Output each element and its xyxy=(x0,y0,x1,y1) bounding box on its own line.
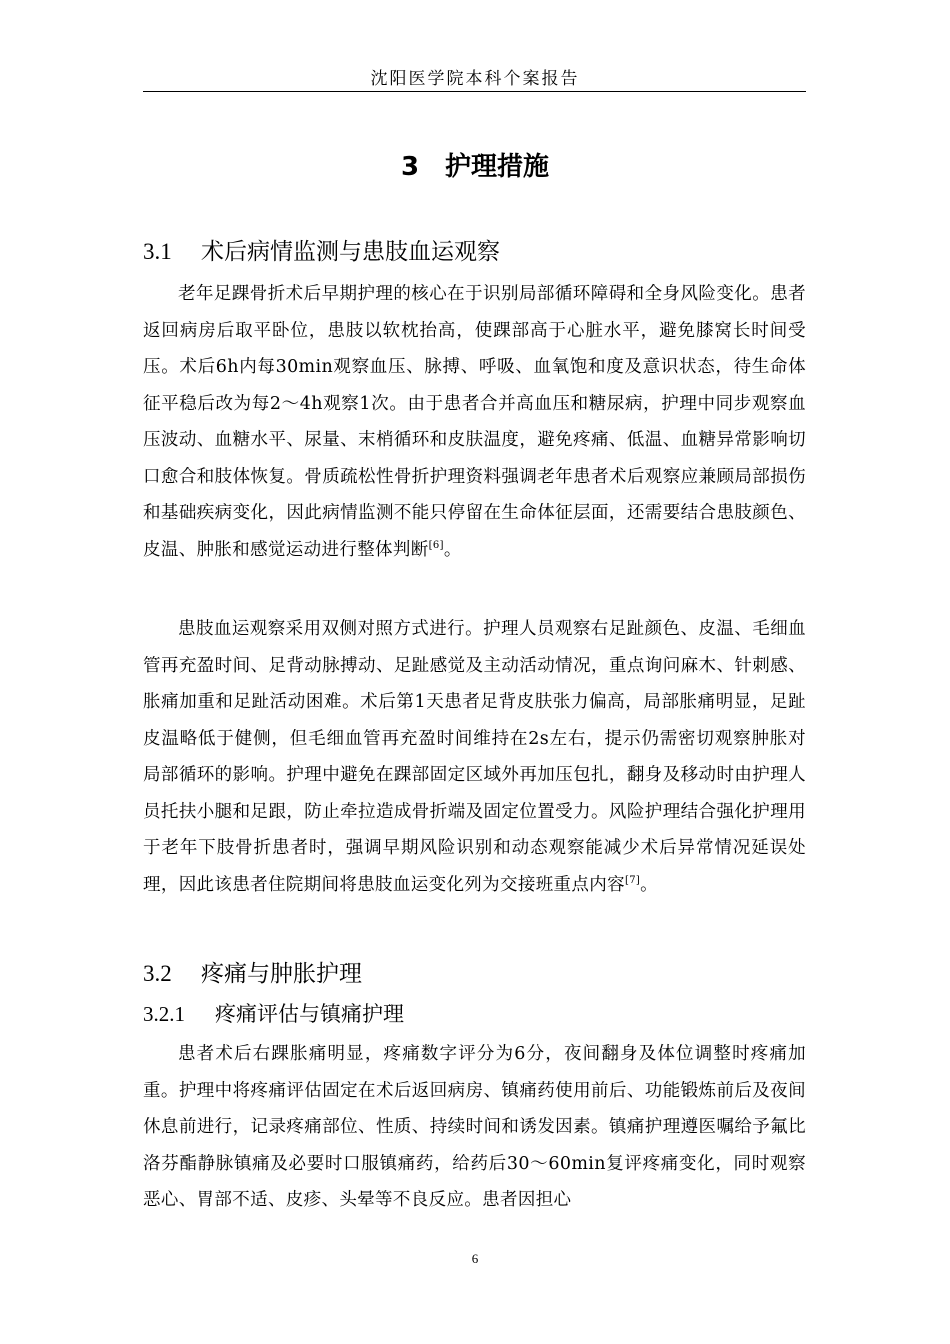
section-title: 术后病情监测与患肢血运观察 xyxy=(201,239,500,265)
paragraph-text: 患肢血运观察采用双侧对照方式进行。护理人员观察右足趾颜色、皮温、毛细血管再充盈时间、足背动脉搏动、足趾感觉及主动活动情况，重点询问麻木、针刺感、胀痛加重和足趾活动困难。术后第1天患者足背皮肤张力偏高，局部胀痛明显，足趾皮温略低于健侧，但毛细血管再充盈时间维持在2s左右，提示仍需密切观察肿胀对局部循环的影响。护理中避免在踝部固定区域外再加压包扎，翻身及移动时由护理人员托扶小腿和足跟，防止牵拉造成骨折端及固定位置受力。风险护理结合强化护理用于老年下肢骨折患者时，强调早期风险识别和动态观察能减少术后异常情况延误处理，因此该患者住院期间将患肢血运变化列为交接班重点内容 xyxy=(143,619,806,895)
paragraph-3-1-monitoring xyxy=(143,276,806,568)
subsection-number: 3.2.1 xyxy=(143,1002,185,1026)
subsection-heading-3-2-1 xyxy=(143,998,404,1028)
paragraph-3-2-1-pain xyxy=(143,1036,806,1219)
paragraph-end: 。 xyxy=(640,874,659,895)
page-number: 6 xyxy=(471,1251,479,1266)
citation: [6] xyxy=(428,539,444,551)
paragraph-text: 患者术后右踝胀痛明显，疼痛数字评分为6分，夜间翻身及体位调整时疼痛加重。护理中将疼痛评估固定在术后返回病房、镇痛药使用前后、功能锻炼前后及夜间休息前进行，记录疼痛部位、性质、持续时间和诱发因素。镇痛护理遵医嘱给予氟比洛芬酯静脉镇痛及必要时口服镇痛药，给药后30～60min复评疼痛变化，同时观察恶心、胃部不适、皮疹、头晕等不良反应。患者因担心 xyxy=(143,1044,806,1210)
header-rule xyxy=(143,91,806,92)
section-number: 3.1 xyxy=(143,239,172,264)
citation: [7] xyxy=(624,874,641,886)
section-heading-3-1 xyxy=(143,233,500,266)
chapter-title-text: 护理措施 xyxy=(445,152,550,182)
subsection-title: 疼痛评估与镇痛护理 xyxy=(215,1002,404,1026)
chapter-number: 3 xyxy=(400,152,420,182)
paragraph-end: 。 xyxy=(443,539,462,560)
chapter-title xyxy=(0,146,950,183)
paragraph-3-1-circulation xyxy=(143,611,806,903)
section-heading-3-2 xyxy=(143,955,362,988)
section-title: 疼痛与肿胀护理 xyxy=(201,961,362,987)
running-header: 沈阳医学院本科个案报告 xyxy=(370,69,580,89)
paragraph-text: 老年足踝骨折术后早期护理的核心在于识别局部循环障碍和全身风险变化。患者返回病房后取平卧位，患肢以软枕抬高，使踝部高于心脏水平，避免膝窝长时间受压。术后6h内每30min观察血压、脉搏、呼吸、血氧饱和度及意识状态，待生命体征平稳后改为每2～4h观察1次。由于患者合并高血压和糖尿病，护理中同步观察血压波动、血糖水平、尿量、末梢循环和皮肤温度，避免疼痛、低温、血糖异常影响切口愈合和肢体恢复。骨质疏松性骨折护理资料强调老年患者术后观察应兼顾局部损伤和基础疾病变化，因此病情监测不能只停留在生命体征层面，还需要结合患肢颜色、皮温、肿胀和感觉运动进行整体判断 xyxy=(143,284,806,560)
section-number: 3.2 xyxy=(143,961,172,986)
